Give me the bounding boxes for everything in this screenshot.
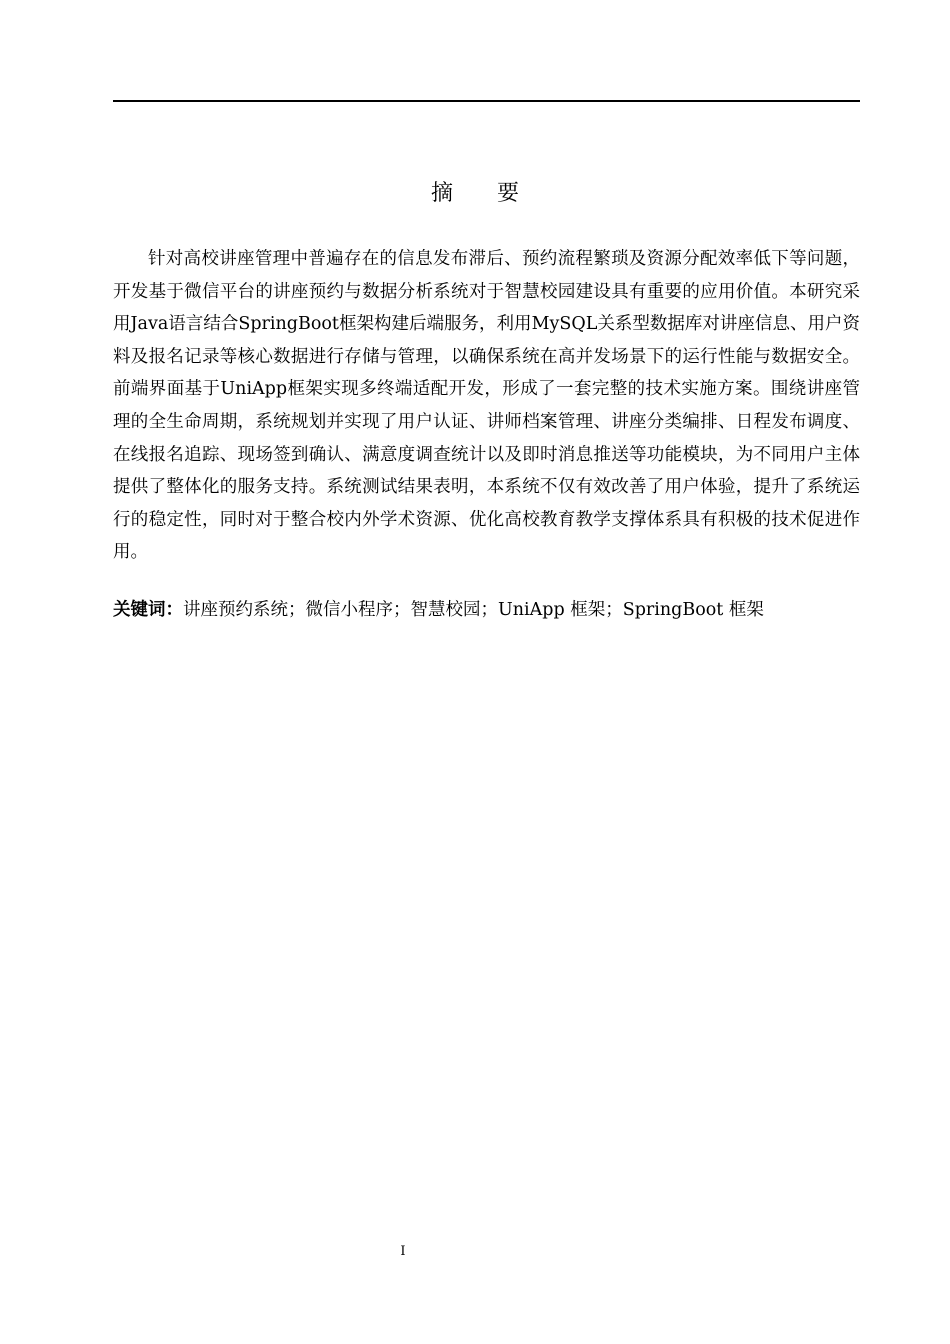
header-rule [113,100,860,102]
title-char-2: 要 [497,181,520,206]
keywords-text: 讲座预约系统；微信小程序；智慧校园；UniApp 框架；SpringBoot 框架 [183,600,764,620]
page-title [0,178,950,210]
abstract-body: 针对高校讲座管理中普遍存在的信息发布滞后、预约流程繁琐及资源分配效率低下等问题，开发基于微信平台的讲座预约与数据分析系统对于智慧校园建设具有重要的应用价值。本研究采用Java语言结合SpringBoot框架构建后端服务，利用MySQL关系型数据库对讲座信息、用户资料及报名记录等核心数据进行存储与管理，以确保系统在高并发场景下的运行性能与数据安全。前端界面基于UniApp框架实现多终端适配开发，形成了一套完整的技术实施方案。围绕讲座管理的全生命周期，系统规划并实现了用户认证、讲师档案管理、讲座分类编排、日程发布调度、在线报名追踪、现场签到确认、满意度调查统计以及即时消息推送等功能模块，为不同用户主体提供了整体化的服务支持。系统测试结果表明，本系统不仅有效改善了用户体验，提升了系统运行的稳定性，同时对于整合校内外学术资源、优化高校教育教学支撑体系具有积极的技术促进作用。 [113,249,860,563]
title-char-1: 摘 [430,181,453,206]
page-number: I [400,1244,406,1259]
keywords-label: 关键词： [113,600,183,620]
keywords-line [113,594,860,626]
